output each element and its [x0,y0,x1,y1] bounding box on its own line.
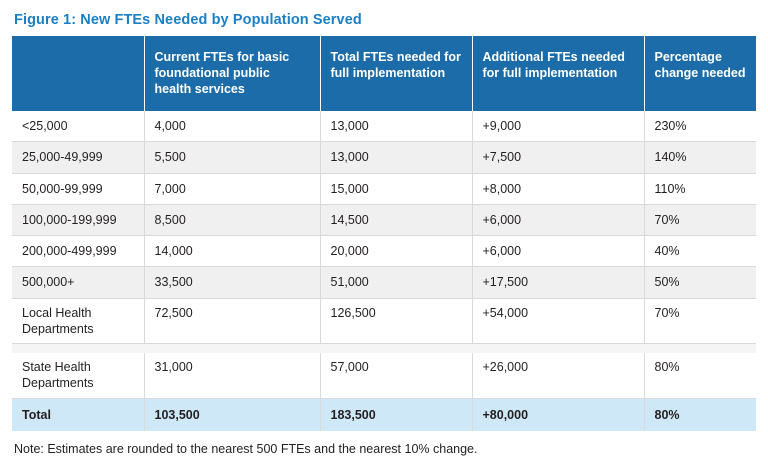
table-spacer-row [12,344,756,354]
column-header-current-ftes: Current FTEs for basic foundational public health services [144,36,320,111]
table-header-row [12,36,756,111]
table-row [12,298,756,344]
cell-category: State Health Departments [12,353,144,398]
cell-current-ftes: 8,500 [144,204,320,235]
cell-additional-ftes: +6,000 [472,204,644,235]
cell-total-ftes: 57,000 [320,353,472,398]
cell-current-ftes: 103,500 [144,398,320,431]
cell-additional-ftes: +9,000 [472,111,644,142]
cell-percentage-change: 40% [644,236,756,267]
cell-category: Total [12,398,144,431]
table-row [12,142,756,173]
table-row [12,173,756,204]
cell-additional-ftes: +26,000 [472,353,644,398]
column-header-category [12,36,144,111]
cell-percentage-change: 70% [644,204,756,235]
cell-additional-ftes: +17,500 [472,267,644,298]
table-row [12,353,756,398]
cell-category: <25,000 [12,111,144,142]
column-header-total-ftes: Total FTEs needed for full implementation [320,36,472,111]
cell-percentage-change: 230% [644,111,756,142]
cell-current-ftes: 31,000 [144,353,320,398]
cell-total-ftes: 126,500 [320,298,472,344]
cell-current-ftes: 14,000 [144,236,320,267]
cell-additional-ftes: +54,000 [472,298,644,344]
cell-total-ftes: 13,000 [320,111,472,142]
column-header-percentage-change: Percentage change needed [644,36,756,111]
cell-category: 50,000-99,999 [12,173,144,204]
cell-total-ftes: 15,000 [320,173,472,204]
cell-total-ftes: 51,000 [320,267,472,298]
table-row [12,204,756,235]
table-row [12,267,756,298]
cell-category: 25,000-49,999 [12,142,144,173]
fte-table [12,36,756,431]
cell-percentage-change: 80% [644,398,756,431]
spacer-cell [12,344,756,354]
page-title: Figure 1: New FTEs Needed by Population Served [14,12,362,28]
table-row [12,111,756,142]
cell-total-ftes: 14,500 [320,204,472,235]
table-note: Note: Estimates are rounded to the nearest 500 FTEs and the nearest 10% change. [14,441,478,456]
cell-percentage-change: 50% [644,267,756,298]
cell-additional-ftes: +6,000 [472,236,644,267]
cell-additional-ftes: +7,500 [472,142,644,173]
cell-current-ftes: 33,500 [144,267,320,298]
cell-total-ftes: 20,000 [320,236,472,267]
cell-category: 500,000+ [12,267,144,298]
cell-percentage-change: 80% [644,353,756,398]
cell-current-ftes: 5,500 [144,142,320,173]
table-body [12,111,756,431]
table-row [12,236,756,267]
cell-additional-ftes: +80,000 [472,398,644,431]
cell-percentage-change: 70% [644,298,756,344]
cell-current-ftes: 72,500 [144,298,320,344]
cell-total-ftes: 13,000 [320,142,472,173]
cell-current-ftes: 4,000 [144,111,320,142]
table-header [12,36,756,111]
cell-percentage-change: 140% [644,142,756,173]
cell-percentage-change: 110% [644,173,756,204]
cell-total-ftes: 183,500 [320,398,472,431]
cell-additional-ftes: +8,000 [472,173,644,204]
cell-category: 100,000-199,999 [12,204,144,235]
cell-category: 200,000-499,999 [12,236,144,267]
column-header-additional-ftes: Additional FTEs needed for full implementation [472,36,644,111]
cell-current-ftes: 7,000 [144,173,320,204]
table-total-row [12,398,756,431]
cell-category: Local Health Departments [12,298,144,344]
